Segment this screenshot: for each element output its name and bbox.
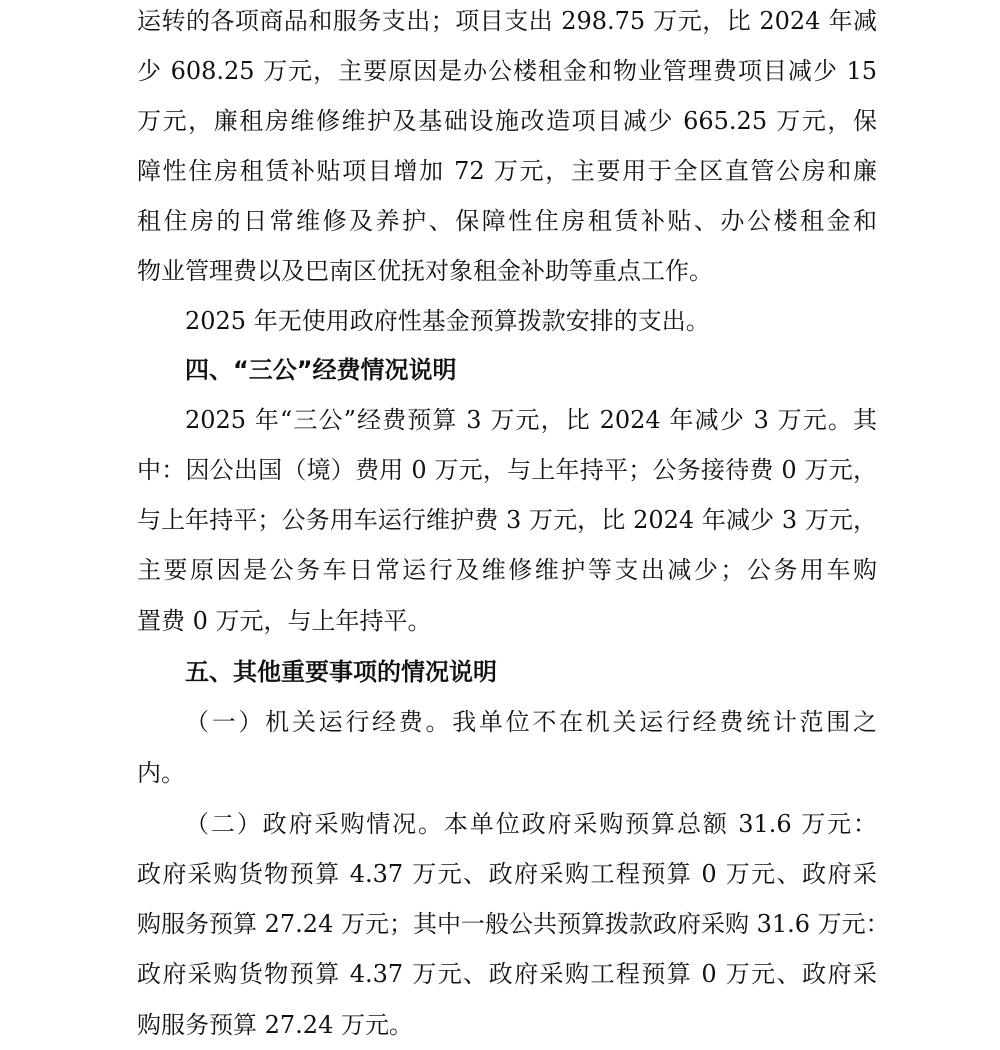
paragraph-procurement-line-4: 政府采购货物预算 4.37 万元、政府采购工程预算 0 万元、政府采: [137, 960, 877, 988]
paragraph-operating-funds-line-2: 内。: [137, 759, 185, 787]
paragraph-procurement-line-5: 购服务预算 27.24 万元。: [137, 1011, 413, 1039]
paragraph-three-public-line-3: 与上年持平；公务用车运行维护费 3 万元，比 2024 年减少 3 万元，: [137, 506, 877, 534]
paragraph-project-expenditure-line-3: 万元，廉租房维修维护及基础设施改造项目减少 665.25 万元，保: [137, 107, 877, 135]
paragraph-three-public-line-1: 2025 年“三公”经费预算 3 万元，比 2024 年减少 3 万元。其: [185, 406, 877, 434]
paragraph-three-public-line-2: 中：因公出国（境）费用 0 万元，与上年持平；公务接待费 0 万元，: [137, 456, 877, 484]
paragraph-project-expenditure-line-4: 障性住房租赁补贴项目增加 72 万元，主要用于全区直管公房和廉: [137, 157, 877, 185]
paragraph-government-fund: 2025 年无使用政府性基金预算拨款安排的支出。: [185, 307, 710, 335]
paragraph-project-expenditure-line-1: 运转的各项商品和服务支出；项目支出 298.75 万元，比 2024 年减: [137, 7, 877, 35]
paragraph-project-expenditure-line-6: 物业管理费以及巴南区优抚对象租金补助等重点工作。: [137, 257, 713, 285]
paragraph-procurement-line-1: （二）政府采购情况。本单位政府采购预算总额 31.6 万元：: [185, 810, 877, 838]
paragraph-project-expenditure-line-2: 少 608.25 万元，主要原因是办公楼租金和物业管理费项目减少 15: [137, 57, 877, 85]
paragraph-operating-funds-line-1: （一）机关运行经费。我单位不在机关运行经费统计范围之: [185, 708, 877, 736]
paragraph-three-public-line-4: 主要原因是公务车日常运行及维修维护等支出减少；公务用车购: [137, 556, 877, 584]
paragraph-three-public-line-5: 置费 0 万元，与上年持平。: [137, 607, 432, 635]
section-heading-other-matters: 五、其他重要事项的情况说明: [185, 658, 497, 686]
paragraph-procurement-line-3: 购服务预算 27.24 万元；其中一般公共预算拨款政府采购 31.6 万元：: [137, 910, 890, 938]
paragraph-project-expenditure-line-5: 租住房的日常维修及养护、保障性住房租赁补贴、办公楼租金和: [137, 207, 877, 235]
paragraph-procurement-line-2: 政府采购货物预算 4.37 万元、政府采购工程预算 0 万元、政府采: [137, 860, 877, 888]
section-heading-three-public: 四、“三公”经费情况说明: [185, 356, 457, 384]
